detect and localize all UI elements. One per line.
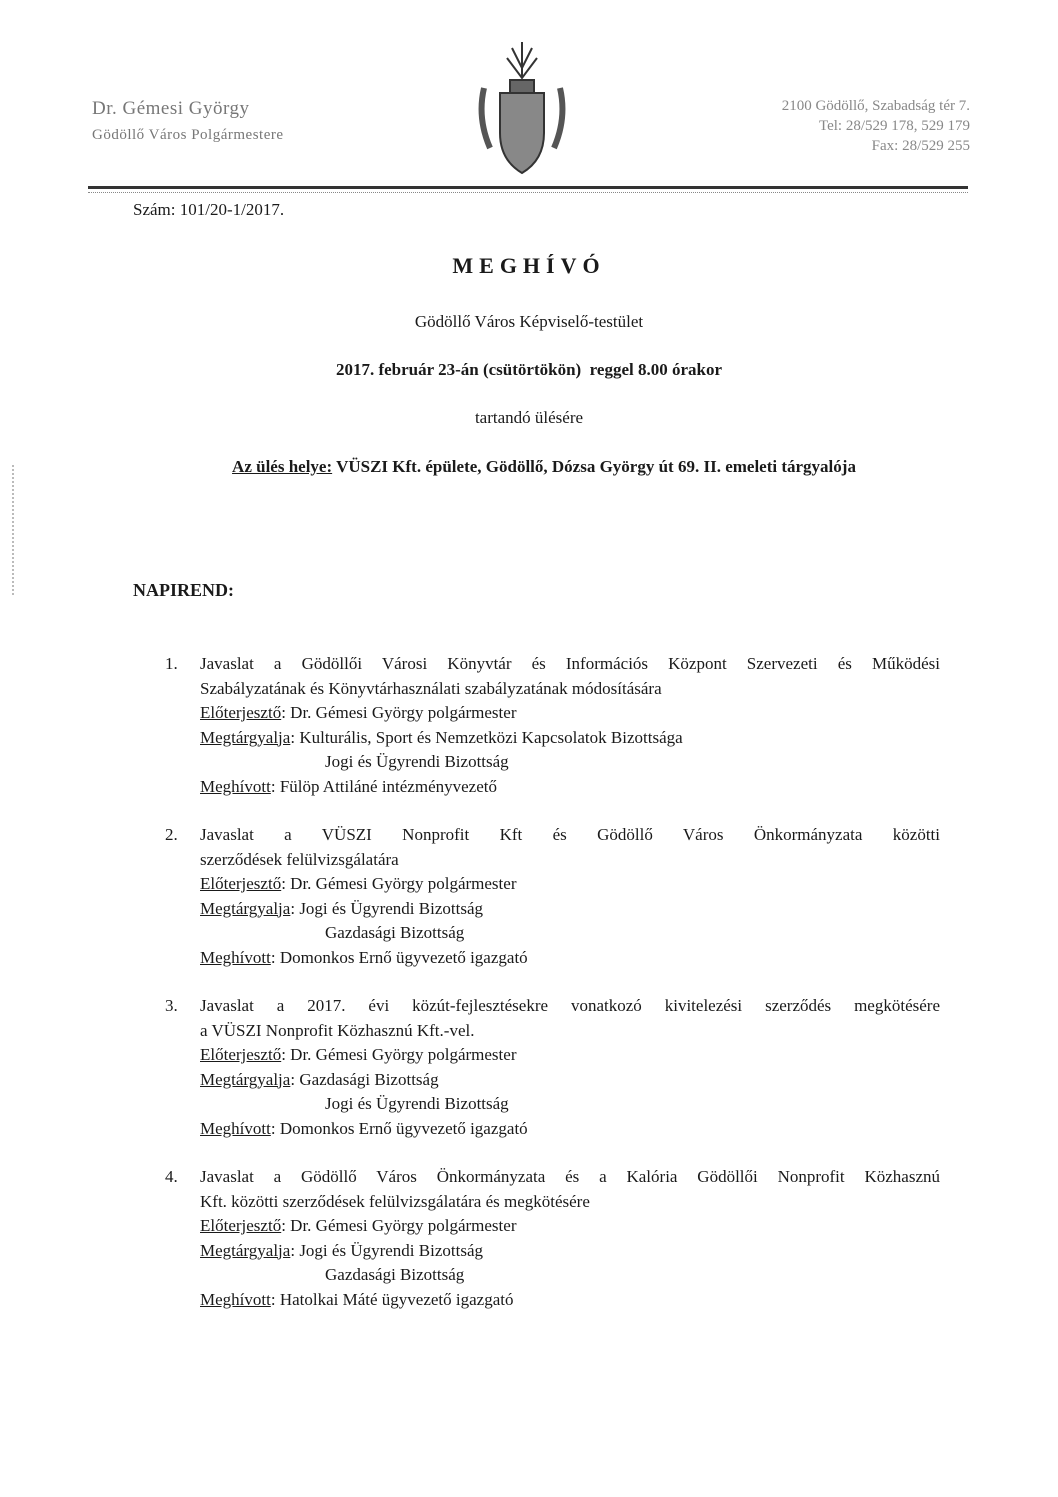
committee-label: Megtárgyalja <box>200 1069 291 1089</box>
committee: Gazdasági Bizottság <box>325 923 465 942</box>
sender-block <box>92 96 284 148</box>
committee-label: Megtárgyalja <box>200 1240 291 1260</box>
fax: Fax: 28/529 255 <box>871 138 970 154</box>
agenda-item <box>165 994 940 1141</box>
agenda-heading: NAPIREND: <box>133 580 234 600</box>
committee: Jogi és Ügyrendi Bizottság <box>299 1240 483 1260</box>
presenter-label: Előterjesztő <box>200 703 282 722</box>
item-title-line: Javaslat a 2017. évi közút-fejlesztésekre vonatkozó kivitelezési szerződés megkötésére <box>200 996 940 1015</box>
committee-line: Megtárgyalja: Jogi és Ügyrendi Bizottság <box>200 1240 483 1260</box>
sender-name: Dr. Gémesi György <box>92 98 250 119</box>
item-title-line: Javaslat a VÜSZI Nonprofit Kft és Gödöllő Város Önkormányzata közötti <box>200 825 940 844</box>
invited: : Domonkos Ernő ügyvezető igazgató <box>270 947 528 967</box>
invited-line <box>200 1288 940 1313</box>
presenter: : Dr. Gémesi György polgármester <box>281 1045 517 1064</box>
recipient: Gödöllő Város Képviselő-testület <box>414 312 644 331</box>
item-title-line: szerződések felülvizsgálatára <box>200 849 399 869</box>
agenda-list <box>165 652 940 1336</box>
presenter-line <box>200 872 940 897</box>
presenter: : Dr. Gémesi György polgármester <box>281 1216 517 1235</box>
presenter-line <box>200 1043 940 1068</box>
item-title-line: Kft. közötti szerződések felülvizsgálatára és megkötésére <box>200 1191 590 1211</box>
committee-line: Megtárgyalja: Gazdasági Bizottság <box>200 1069 439 1089</box>
venue-label: Az ülés helye: <box>232 457 333 476</box>
invited: : Hatolkai Máté ügyvezető igazgató <box>270 1289 514 1309</box>
item-number: 4. <box>165 1167 178 1186</box>
presenter: : Dr. Gémesi György polgármester <box>281 874 517 893</box>
coat-of-arms-logo <box>472 38 572 178</box>
item-number: 2. <box>165 825 178 844</box>
agenda-item <box>165 652 940 799</box>
presenter-label: Előterjesztő <box>200 874 282 893</box>
item-title-line: Javaslat a Gödöllői Városi Könyvtár és Információs Központ Szervezeti és Működési <box>200 654 940 673</box>
committee: Gazdasági Bizottság <box>325 1265 465 1284</box>
invited-line <box>200 946 940 971</box>
item-number: 3. <box>165 996 178 1015</box>
committee-line: Megtárgyalja: Kulturális, Sport és Nemzetközi Kapcsolatok Bizottsága <box>200 727 683 747</box>
reference-number: Szám: 101/20-1/2017. <box>133 200 285 219</box>
agenda-item <box>165 1165 940 1312</box>
venue-line <box>0 457 1058 477</box>
invited-label: Meghívott <box>200 776 271 796</box>
invited-label: Meghívott <box>200 1289 271 1309</box>
item-title-line: a VÜSZI Nonprofit Közhasznú Kft.-vel. <box>200 1020 475 1040</box>
agenda-item <box>165 823 940 970</box>
committee: Gazdasági Bizottság <box>299 1069 439 1089</box>
committee: Kulturális, Sport és Nemzetközi Kapcsolatok Bizottsága <box>299 727 683 747</box>
header-divider <box>88 186 968 189</box>
sender-position: Gödöllő Város Polgármestere <box>92 127 284 143</box>
invited-label: Meghívott <box>200 1118 271 1138</box>
presenter: : Dr. Gémesi György polgármester <box>281 703 517 722</box>
invited-line <box>200 775 940 800</box>
invited: : Domonkos Ernő ügyvezető igazgató <box>270 1118 528 1138</box>
presenter-line <box>200 1214 940 1239</box>
invited-line <box>200 1117 940 1142</box>
header-divider-dotted <box>88 192 968 193</box>
committee: Jogi és Ügyrendi Bizottság <box>325 752 509 771</box>
item-number: 1. <box>165 654 178 673</box>
venue: VÜSZI Kft. épülete, Gödöllő, Dózsa György út 69. II. emeleti tárgyalója <box>332 457 856 476</box>
committee: Jogi és Ügyrendi Bizottság <box>325 1094 509 1113</box>
committee-label: Megtárgyalja <box>200 727 291 747</box>
committee-line: Megtárgyalja: Jogi és Ügyrendi Bizottság <box>200 898 483 918</box>
committee: Jogi és Ügyrendi Bizottság <box>299 898 483 918</box>
committee-label: Megtárgyalja <box>200 898 291 918</box>
scan-margin-mark <box>12 465 28 595</box>
address: 2100 Gödöllő, Szabadság tér 7. <box>781 98 970 114</box>
meeting-type: tartandó ülésére <box>474 408 584 427</box>
presenter-label: Előterjesztő <box>200 1216 282 1235</box>
presenter-label: Előterjesztő <box>200 1045 282 1064</box>
meeting-datetime: 2017. február 23-án (csütörtökön) reggel 8.00 órakor <box>335 360 723 379</box>
item-title-line: Javaslat a Gödöllő Város Önkormányzata és a Kalória Gödöllői Nonprofit Közhasznú <box>200 1167 940 1186</box>
telephone: Tel: 28/529 178, 529 179 <box>818 118 970 134</box>
contact-block <box>782 96 970 156</box>
invited-label: Meghívott <box>200 947 271 967</box>
presenter-line <box>200 701 940 726</box>
invited: : Fülöp Attiláné intézményvezető <box>270 776 497 796</box>
document-title: MEGHÍVÓ <box>452 253 606 278</box>
item-title-line: Szabályzatának és Könyvtárhasználati szabályzatának módosítására <box>200 678 662 698</box>
